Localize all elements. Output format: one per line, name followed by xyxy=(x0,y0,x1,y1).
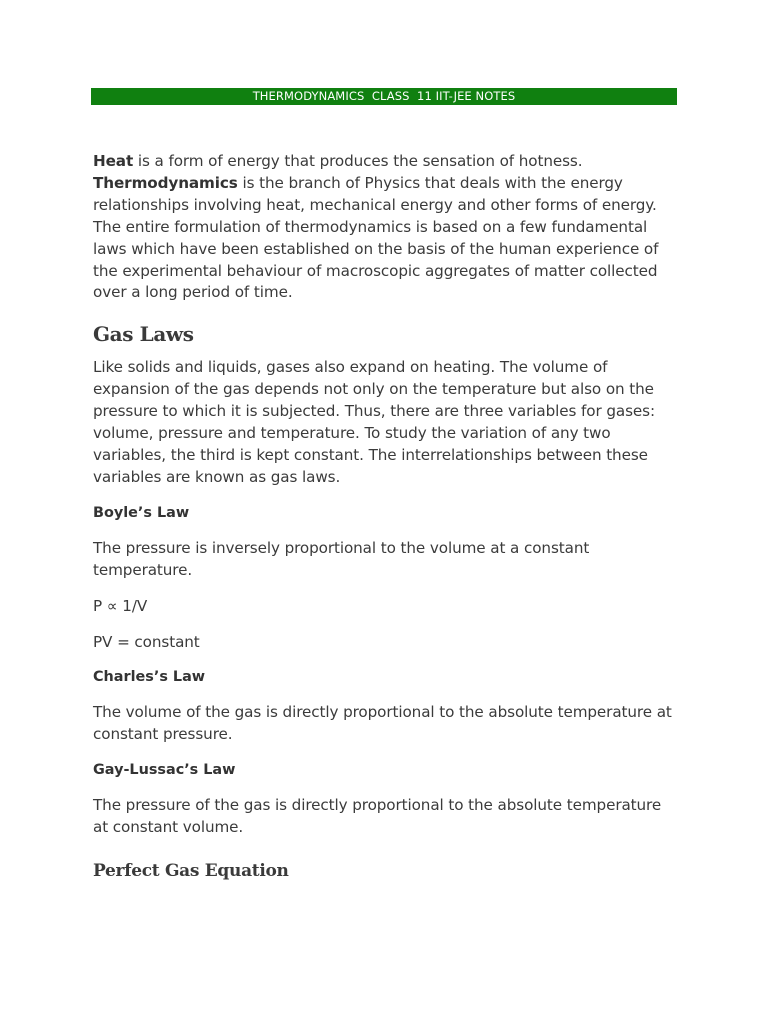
term-heat: Heat xyxy=(93,152,134,170)
boyles-law-heading: Boyle’s Law xyxy=(93,504,190,521)
charles-law-heading: Charles’s Law xyxy=(93,669,206,686)
gay-lussac-law-heading: Gay-Lussac’s Law xyxy=(93,762,236,779)
header-banner: THERMODYNAMICS CLASS 11 IIT-JEE NOTES xyxy=(91,88,677,105)
boyles-law-statement: The pressure is inversely proportional to the volume at a constant temperature. xyxy=(93,538,590,579)
intro-text-1: is a form of energy that produces the sensation of hotness. xyxy=(133,152,583,170)
article-body xyxy=(93,151,679,883)
gas-laws-heading: Gas Laws xyxy=(93,322,194,347)
gay-lussac-law-statement: The pressure of the gas is directly proportional to the absolute temperature at constant volume. xyxy=(93,796,662,837)
term-thermodynamics: Thermodynamics xyxy=(93,173,238,192)
boyles-law-formula-2: PV = constant xyxy=(93,632,200,651)
intro-paragraph xyxy=(93,151,679,304)
gas-laws-paragraph: Like solids and liquids, gases also expand on heating. The volume of expansion of the gas depends not only on the temperature but also on the pressure to which it is subjected. Thus, there are three variables for gases: volume, pressure and temperature. To study the variation of any two variables, the third is kept constant. The interrelationships between these variables are known as gas laws. xyxy=(93,358,655,486)
perfect-gas-heading: Perfect Gas Equation xyxy=(93,861,289,882)
charles-law-statement: The volume of the gas is directly proportional to the absolute temperature at constant pressure. xyxy=(93,703,672,744)
boyles-law-formula-1: P ∝ 1/V xyxy=(93,596,148,615)
intro-text-2: is the branch of Physics that deals with the energy relationships involving heat, mechanical energy and other forms of energy. The entire formulation of thermodynamics is based on a few fundamental laws which have been established on the basis of the human experience of the experimental behaviour of macroscopic aggregates of matter collected over a long period of time. xyxy=(93,173,659,302)
